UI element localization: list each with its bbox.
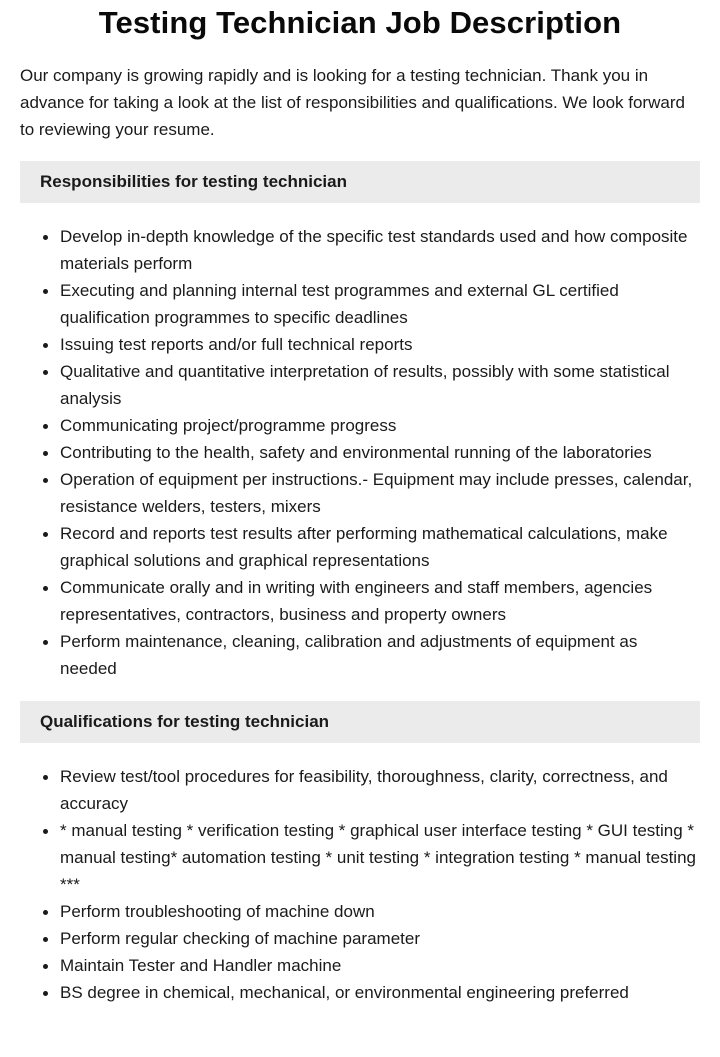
list-item: Contributing to the health, safety and environmental running of the laboratories — [60, 439, 700, 466]
list-item: Executing and planning internal test programmes and external GL certified qualification programmes to specific deadlines — [60, 277, 700, 331]
qualifications-heading: Qualifications for testing technician — [20, 701, 700, 743]
list-item: * manual testing * verification testing * graphical user interface testing * GUI testing * manual testing* automation testing * unit testing * integration testing * manual testing *** — [60, 817, 700, 898]
list-item: Communicating project/programme progress — [60, 412, 700, 439]
list-item: Record and reports test results after performing mathematical calculations, make graphical solutions and graphical representations — [60, 520, 700, 574]
list-item: Qualitative and quantitative interpretation of results, possibly with some statistical analysis — [60, 358, 700, 412]
responsibilities-list — [20, 223, 700, 682]
list-item: BS degree in chemical, mechanical, or environmental engineering preferred — [60, 979, 700, 1006]
qualifications-list — [20, 763, 700, 1006]
intro-paragraph: Our company is growing rapidly and is looking for a testing technician. Thank you in advance for taking a look at the list of responsibilities and qualifications. We look forward to reviewing your resume. — [20, 66, 685, 139]
list-item: Communicate orally and in writing with engineers and staff members, agencies representatives, contractors, business and property owners — [60, 574, 700, 628]
responsibilities-heading: Responsibilities for testing technician — [20, 161, 700, 203]
page-title: Testing Technician Job Description — [98, 5, 622, 40]
list-item: Issuing test reports and/or full technical reports — [60, 331, 700, 358]
list-item: Operation of equipment per instructions.- Equipment may include presses, calendar, resistance welders, testers, mixers — [60, 466, 700, 520]
list-item: Review test/tool procedures for feasibility, thoroughness, clarity, correctness, and accuracy — [60, 763, 700, 817]
list-item: Maintain Tester and Handler machine — [60, 952, 700, 979]
list-item: Perform regular checking of machine parameter — [60, 925, 700, 952]
list-item: Develop in-depth knowledge of the specific test standards used and how composite materials perform — [60, 223, 700, 277]
list-item: Perform troubleshooting of machine down — [60, 898, 700, 925]
list-item: Perform maintenance, cleaning, calibration and adjustments of equipment as needed — [60, 628, 700, 682]
